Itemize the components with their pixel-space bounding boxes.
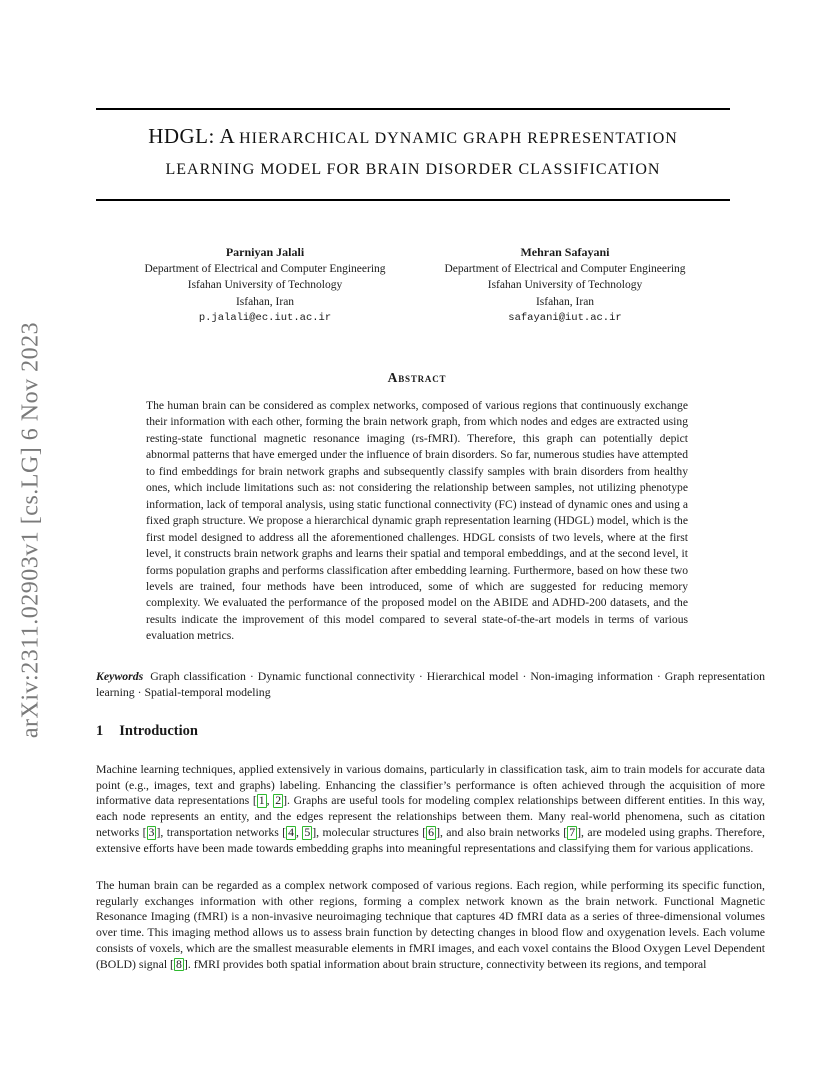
keywords-line — [96, 668, 765, 700]
author-department: Department of Electrical and Computer Engineering — [144, 262, 386, 275]
abstract-heading: Abstract — [387, 370, 447, 385]
author-block-2 — [400, 244, 730, 327]
abstract-text: The human brain can be considered as complex networks, composed of various regions that continuously exchange their information with each other, forming the brain network graph, from which nodes and edges are extracted using resting-state functional magnetic resonance imaging (rs-fMRI). Therefore, this graph can potentially depict abnormal patterns that have emerged under the influence of brain disorders. So far, numerous studies have attempted to find embeddings for brain network graphs and subsequently classify samples with brain disorders from healthy ones, which include limitations such as: not considering the relationship between samples, not utilizing phenotype information, lack of temporal analysis, using static functional connectivity (FC) instead of dynamic ones and using a fixed graph structure. We propose a hierarchical dynamic graph representation learning (HDGL) model, which is the first model designed to address all the aforementioned challenges. HDGL consists of two levels, where at the first level, it constructs brain network graphs and learns their spatial and temporal embeddings, and at the second level, it forms population graphs and performs classification after embedding learning. Furthermore, based on how these two levels are trained, four methods have been introduced, some of which are suggested for reducing memory complexity. We evaluated the performance of the proposed model on the ABIDE and ADHD-200 datasets, and the results indicate the improvement of this model compared to several state-of-the-art models in terms of various evaluation metrics. — [146, 399, 688, 643]
section-number: 1 — [96, 723, 104, 739]
title-line-2: LEARNING MODEL FOR BRAIN DISORDER CLASSIFICATION — [165, 161, 661, 178]
section-heading-introduction — [96, 723, 765, 740]
title-rule-bottom — [96, 199, 730, 201]
citation-link[interactable]: 5 — [304, 824, 311, 839]
paper-title — [96, 121, 730, 185]
citation-link[interactable]: 8 — [175, 956, 182, 971]
author-department: Department of Electrical and Computer Engineering — [444, 262, 686, 275]
author-email: p.jalali@ec.iut.ac.ir — [198, 312, 332, 324]
author-block-1 — [100, 244, 430, 327]
citation-link[interactable]: 3 — [148, 824, 155, 839]
citation-link[interactable]: 4 — [288, 824, 295, 839]
arxiv-banner: arXiv:2311.02903v1 [cs.LG] 6 Nov 2023 — [17, 321, 44, 739]
author-name: Parniyan Jalali — [225, 245, 305, 259]
citation-link[interactable]: 6 — [428, 824, 435, 839]
citation-link[interactable]: 7 — [569, 824, 576, 839]
keywords-label: Keywords — [96, 669, 144, 683]
author-location: Isfahan, Iran — [535, 295, 595, 308]
author-email: safayani@iut.ac.ir — [508, 312, 622, 324]
title-lead: HDGL: A — [148, 124, 236, 148]
author-location: Isfahan, Iran — [235, 295, 295, 308]
citation-link[interactable]: 1 — [258, 793, 265, 808]
author-university: Isfahan University of Technology — [487, 279, 643, 291]
author-name: Mehran Safayani — [520, 245, 610, 259]
section-title: Introduction — [119, 723, 198, 739]
keywords-list: Graph classification · Dynamic functional connectivity · Hierarchical model · Non-imaging information · Graph representation learning · Spatial-temporal modeling — [96, 669, 765, 699]
author-university: Isfahan University of Technology — [187, 279, 343, 291]
title-rule-top — [96, 108, 730, 110]
title-line-1 — [96, 121, 730, 154]
intro-paragraph-2: The human brain can be regarded as a complex network composed of various regions. Each region, while performing its specific function, regularly exchanges information with other regions, forming a complex network known as the brain network. Functional Magnetic Resonance Imaging (fMRI) is a non-invasive neuroimaging technique that captures 4D fMRI data as a series of three-dimensional volumes over time. This imaging method allows us to assess brain function by detecting changes in blood flow and oxygenation levels. Each volume consists of voxels, which are the smallest measurable elements in fMRI images, and each voxel contains the Blood Oxygen Level Dependent (BOLD) signal [ 8 ]. fMRI provides both spatial information about brain structure, connectivity between its regions, and temporal — [96, 878, 765, 971]
citation-link[interactable]: 2 — [275, 793, 282, 808]
title-line1-rest: HIERARCHICAL DYNAMIC GRAPH REPRESENTATION — [239, 130, 678, 147]
intro-paragraph-1: Machine learning techniques, applied extensively in various domains, particularly in classification task, aim to train models for accurate data point (e.g., images, text and graphs) labeling. Enhancing the classifier’s performance is often achieved through the acquisition of more informative data representations [ 1 , 2 ]. Graphs are useful tools for modeling complex relationships between different entities. In this way, each node represents an entity, and the edges represent the relationships between them. Many real-world phenomena, such as citation networks [ 3 ], transportation networks [ 4 , 5 ], molecular structures [ 6 ], and also brain networks [ 7 ], are modeled using graphs. Therefore, extensive efforts have been made towards embedding graphs into meaningful representations and classifying them for various applications. — [96, 762, 765, 855]
